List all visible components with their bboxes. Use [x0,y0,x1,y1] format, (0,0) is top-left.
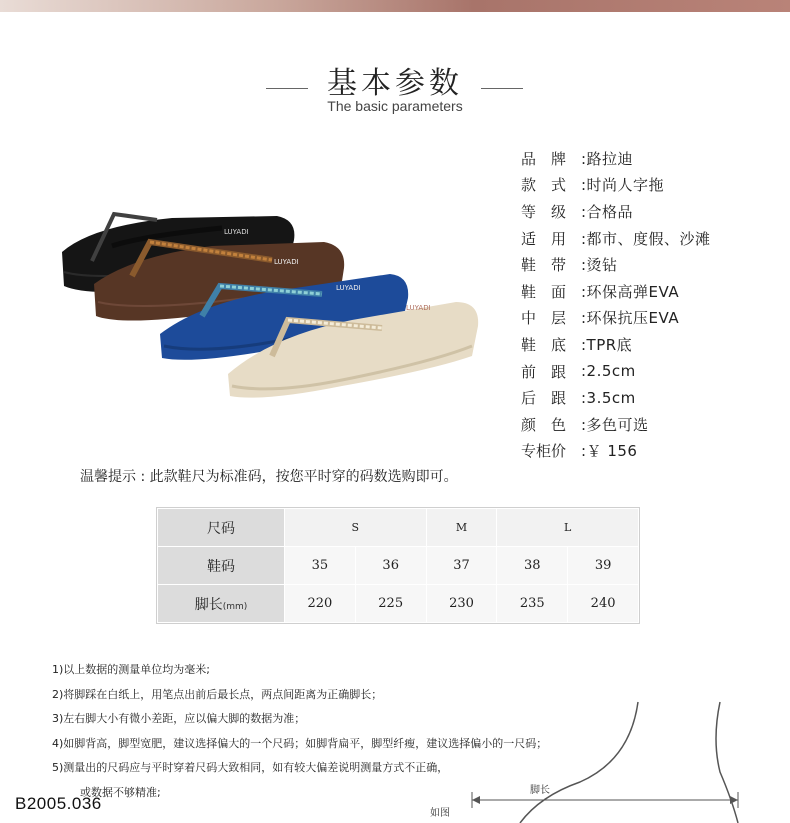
foot-length-cell: 240 [568,585,639,623]
spec-row-color [521,411,781,438]
spec-value: :烫钻 [581,256,618,275]
foot-length-diagram-label: 脚长 [530,785,550,796]
spec-row-midsole [521,305,781,332]
spec-list [521,145,781,464]
product-code: B2005.036 [15,794,102,813]
shoe-size-cell: 38 [497,547,568,585]
foot-length-cell: 220 [285,585,356,623]
size-m: M [426,509,497,547]
shoe-size-cell: 39 [568,547,639,585]
spec-value: :TPR底 [581,335,633,354]
svg-text:LUYADI: LUYADI [336,284,361,292]
spec-label: 鞋 面 [521,282,567,301]
note-item: 1)以上数据的测量单位均为毫米; [52,663,210,676]
shoe-size-cell: 36 [355,547,426,585]
svg-text:LUYADI: LUYADI [224,228,249,236]
spec-label: 中 层 [521,309,567,328]
spec-row-upper [521,278,781,305]
page-title: 基本参数 [327,66,463,101]
row-header-foot-length [158,585,285,623]
foot-length-cell: 225 [355,585,426,623]
table-row-shoe-size [158,547,639,585]
spec-row-grade [521,198,781,225]
title-divider-right [481,88,523,89]
foot-length-cell: 235 [497,585,568,623]
spec-row-style [521,172,781,199]
spec-row-usage [521,225,781,252]
spec-label: 等 级 [521,202,567,221]
note-item: 2)将脚踩在白纸上，用笔点出前后最长点，两点间距离为正确脚长； [52,687,383,701]
size-table [157,508,639,623]
foot-length-cell: 230 [426,585,497,623]
spec-value: :3.5cm [581,388,636,407]
size-tip: 温馨提示 : 此款鞋尺为标准码，按您平时穿的码数选购即可。 [80,469,458,485]
row-header-shoe-size: 鞋码 [158,547,285,585]
shoe-size-cell: 35 [285,547,356,585]
row-header-size: 尺码 [158,509,285,547]
spec-label: 适 用 [521,229,567,248]
spec-label: 品 牌 [521,149,567,168]
spec-value: :多色可选 [581,415,649,434]
shoe-size-cell: 37 [426,547,497,585]
as-shown-label: 如图 [430,808,450,819]
table-row-foot-length [158,585,639,623]
spec-label: 鞋 底 [521,335,567,354]
foot-length-unit: (mm) [222,601,248,612]
spec-label: 款 式 [521,176,567,195]
spec-value: :环保高弹EVA [581,282,680,301]
size-s: S [285,509,427,547]
spec-value: :2.5cm [581,362,636,381]
table-row-size [158,509,639,547]
spec-row-outsole [521,331,781,358]
spec-row-strap [521,251,781,278]
spec-row-front-heel [521,358,781,385]
sandals-product-image [52,206,484,412]
svg-text:LUYADI: LUYADI [406,304,431,312]
top-banner-strip [0,0,790,12]
note-item: 或数据不够精准; [80,785,161,799]
spec-value: :路拉迪 [581,149,634,168]
spec-value: :时尚人字拖 [581,176,665,195]
note-item: 3)左右脚大小有微小差距，应以偏大脚的数据为准； [52,712,306,725]
spec-label: 颜 色 [521,415,567,434]
page-subtitle: The basic parameters [327,98,463,114]
spec-value: :合格品 [581,202,634,221]
note-item: 4)如脚背高，脚型宽肥，建议选择偏大的一个尺码；如脚背扁平，脚型纤瘦，建议选择偏小的一尺码； [52,736,548,750]
note-item: 5)测量出的尺码应与平时穿着尺码大致相同，如有较大偏差说明测量方式不正确， [52,761,449,774]
spec-value: :￥ 156 [581,442,638,461]
svg-text:LUYADI: LUYADI [274,258,299,266]
spec-row-brand [521,145,781,172]
size-l: L [497,509,639,547]
foot-measure-diagram [420,700,790,823]
spec-label: 鞋 带 [521,256,567,275]
spec-row-price [521,438,781,465]
foot-length-label: 脚长 [194,596,223,613]
spec-value: :都市、度假、沙滩 [581,229,711,248]
spec-row-back-heel [521,384,781,411]
spec-label: 后 跟 [521,389,567,408]
spec-label: 前 跟 [521,362,567,381]
spec-value: :环保抗压EVA [581,309,680,328]
spec-label: 专柜价 [521,442,567,461]
